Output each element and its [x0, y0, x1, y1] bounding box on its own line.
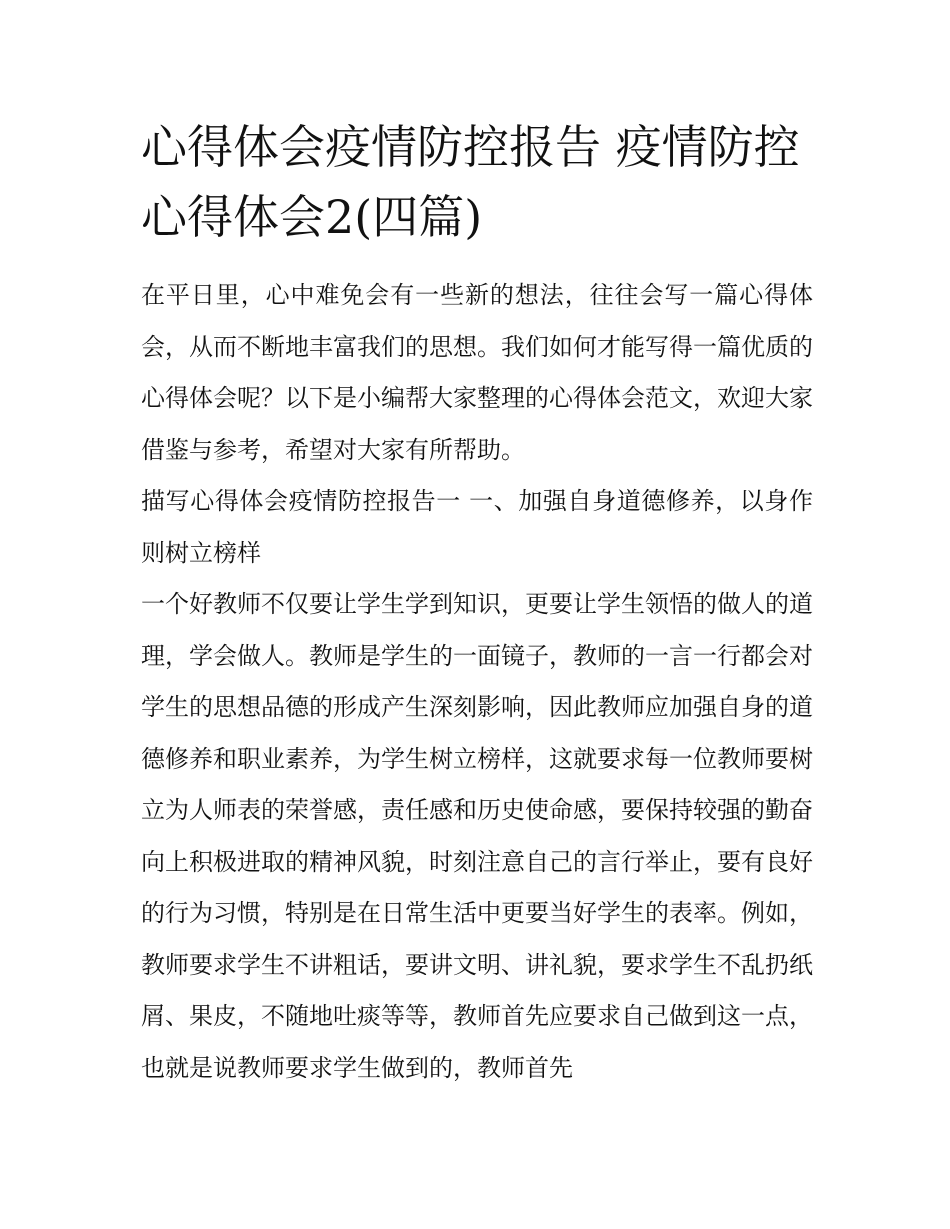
document-page [141, 112, 813, 1094]
document-title: 心得体会疫情防控报告 疫情防控心得体会2(四篇) [141, 120, 800, 244]
intro-paragraph: 在平日里，心中难免会有一些新的想法，往往会写一篇心得体会，从而不断地丰富我们的思想。我们如何才能写得一篇优质的心得体会呢？以下是小编帮大家整理的心得体会范文，欢迎大家借鉴与参考，希望对大家有所帮助。 [141, 281, 813, 464]
body-paragraph: 一个好教师不仅要让学生学到知识，更要让学生领悟的做人的道理，学会做人。教师是学生的一面镜子，教师的一言一行都会对学生的思想品德的形成产生深刻影响，因此教师应加强自身的道德修养和职业素养，为学生树立榜样，这就要求每一位教师要树立为人师表的荣誉感，责任感和历史使命感，要保持较强的勤奋向上积极进取的精神风貌，时刻注意自己的言行举止，要有良好的行为习惯，特别是在日常生活中更要当好学生的表率。例如，教师要求学生不讲粗话，要讲文明、讲礼貌，要求学生不乱扔纸屑、果皮，不随地吐痰等等，教师首先应要求自己做到这一点，也就是说教师要求学生做到的，教师首先 [141, 590, 813, 1082]
section-heading: 描写心得体会疫情防控报告一 一、加强自身道德修养，以身作则树立榜样 [141, 487, 813, 567]
